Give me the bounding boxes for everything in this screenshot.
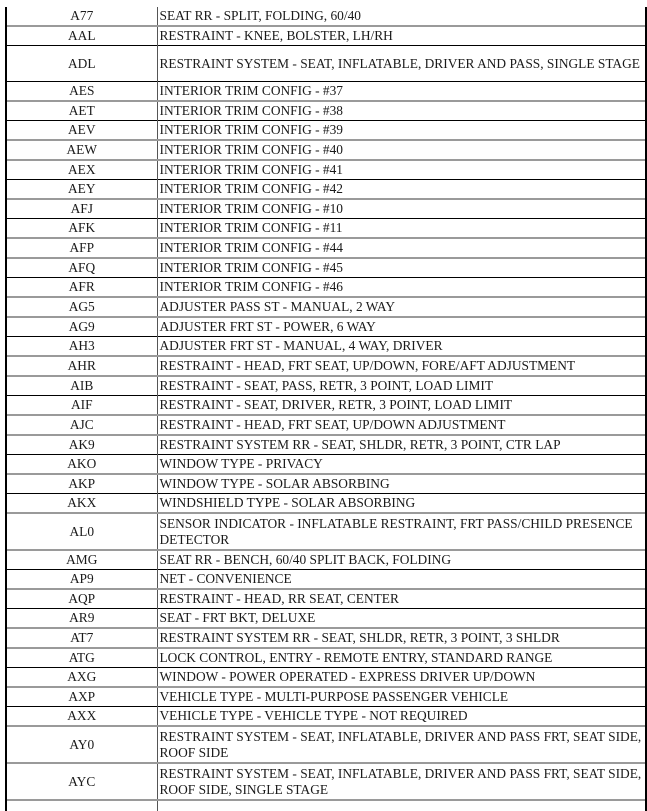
rpo-code-cell: AT7: [7, 628, 157, 648]
rpo-code-cell: AQP: [7, 589, 157, 609]
table-row: [7, 26, 645, 46]
rpo-code-cell: AG5: [7, 297, 157, 317]
description-cell: SEAT RR - BENCH, 60/40 SPLIT BACK, FOLDING: [159, 552, 452, 568]
rpo-code-cell: A77: [7, 7, 157, 26]
description-cell: ADJUSTER FRT ST - POWER, 6 WAY: [159, 319, 376, 335]
table-row: [7, 589, 645, 609]
description-cell: WINDSHIELD TYPE - SOLAR ABSORBING: [159, 495, 416, 511]
rpo-code-cell: AES: [7, 82, 157, 102]
description-cell: ADJUSTER FRT ST - MANUAL, 4 WAY, DRIVER: [159, 338, 443, 354]
description-cell: RESTRAINT SYSTEM RR - SEAT, SHLDR, RETR, 3 POINT, 3 SHLDR: [159, 630, 560, 646]
description-cell: WINDOW TYPE - PRIVACY: [159, 456, 323, 472]
rpo-code-cell: AKX: [7, 494, 157, 514]
rpo-code-cell: AXX: [7, 707, 157, 727]
rpo-code-cell: ADL: [7, 46, 157, 82]
table-row: [7, 337, 645, 357]
description-cell: INTERIOR TRIM CONFIG - #45: [159, 260, 343, 276]
table-row: [7, 101, 645, 121]
table-row: [7, 648, 645, 668]
description-cell: INTERIOR TRIM CONFIG - #39: [159, 122, 343, 138]
table-row: [7, 258, 645, 278]
description-cell: RESTRAINT SYSTEM - SEAT, INFLATABLE, DRIVER AND PASS FRT, SEAT SIDE, ROOF SIDE: [159, 728, 642, 760]
rpo-code-cell: [7, 800, 157, 811]
table-row: [7, 628, 645, 648]
table-row: [7, 160, 645, 180]
description-cell: VEHICLE TYPE - VEHICLE TYPE - NOT REQUIRED: [159, 708, 468, 724]
rpo-code-cell: AP9: [7, 570, 157, 590]
description-cell: INTERIOR TRIM CONFIG - #41: [159, 162, 343, 178]
table-row: [7, 494, 645, 514]
description-cell: INTERIOR TRIM CONFIG - #38: [159, 103, 343, 119]
description-cell: RESTRAINT - HEAD, FRT SEAT, UP/DOWN ADJUSTMENT: [159, 417, 506, 433]
table-row: [7, 7, 645, 26]
description-cell: NET - CONVENIENCE: [159, 571, 292, 587]
table-row: [7, 376, 645, 396]
description-cell: RESTRAINT SYSTEM RR - SEAT, SHLDR, RETR, 3 POINT, CTR LAP: [159, 437, 561, 453]
rpo-code-cell: AYC: [7, 763, 157, 800]
table-row: [7, 763, 645, 800]
table-row: [7, 707, 645, 727]
rpo-code-cell: AEX: [7, 160, 157, 180]
table-row: [7, 550, 645, 570]
table-row: [7, 474, 645, 494]
rpo-code-cell: ATG: [7, 648, 157, 668]
description-cell: VEHICLE TYPE - MULTI-PURPOSE PASSENGER VEHICLE: [159, 689, 509, 705]
rpo-code-cell: AKP: [7, 474, 157, 494]
rpo-code-cell: AFK: [7, 219, 157, 239]
description-cell: INTERIOR TRIM CONFIG - #44: [159, 240, 343, 256]
description-cell: INTERIOR TRIM CONFIG - #11: [159, 220, 343, 236]
description-cell: INTERIOR TRIM CONFIG - #42: [159, 181, 343, 197]
description-cell: RESTRAINT SYSTEM - SEAT, INFLATABLE, DRIVER AND PASS, SINGLE STAGE: [159, 55, 640, 71]
description-cell: RESTRAINT - HEAD, FRT SEAT, UP/DOWN, FORE/AFT ADJUSTMENT: [159, 358, 576, 374]
rpo-code-cell: AHR: [7, 356, 157, 376]
table-row: [7, 199, 645, 219]
rpo-code-cell: AL0: [7, 513, 157, 550]
table-row: [7, 455, 645, 475]
table-body: [7, 7, 645, 811]
table-row: [7, 687, 645, 707]
rpo-code-cell: AEV: [7, 121, 157, 141]
table-row: [7, 219, 645, 239]
description-cell: RESTRAINT - HEAD, RR SEAT, CENTER: [159, 591, 399, 607]
description-cell: INTERIOR TRIM CONFIG - #46: [159, 279, 343, 295]
rpo-code-cell: AET: [7, 101, 157, 121]
rpo-code-cell: AIF: [7, 396, 157, 416]
table-row: [7, 415, 645, 435]
table-row-empty: [7, 800, 645, 811]
rpo-code-cell: AMG: [7, 550, 157, 570]
description-cell: WINDOW TYPE - SOLAR ABSORBING: [159, 476, 390, 492]
table-row: [7, 513, 645, 550]
rpo-code-table: [7, 7, 645, 811]
description-cell: SEAT - FRT BKT, DELUXE: [159, 610, 316, 626]
table-row: [7, 278, 645, 298]
description-cell: INTERIOR TRIM CONFIG - #37: [159, 83, 343, 99]
description-cell: SENSOR INDICATOR - INFLATABLE RESTRAINT, FRT PASS/CHILD PRESENCE DETECTOR: [159, 515, 633, 547]
rpo-code-cell: AFP: [7, 238, 157, 258]
rpo-code-cell: AEY: [7, 180, 157, 200]
table-row: [7, 570, 645, 590]
table-row: [7, 82, 645, 102]
table-row: [7, 435, 645, 455]
table-row: [7, 180, 645, 200]
description-cell: RESTRAINT - SEAT, DRIVER, RETR, 3 POINT, LOAD LIMIT: [159, 397, 513, 413]
rpo-code-cell: AIB: [7, 376, 157, 396]
description-cell: ADJUSTER PASS ST - MANUAL, 2 WAY: [159, 299, 396, 315]
rpo-code-cell: AFQ: [7, 258, 157, 278]
rpo-code-cell: AFR: [7, 278, 157, 298]
rpo-code-cell: AXG: [7, 668, 157, 688]
description-cell: RESTRAINT SYSTEM - SEAT, INFLATABLE, DRIVER AND PASS FRT, SEAT SIDE, ROOF SIDE, SINGLE STAGE: [159, 765, 642, 797]
rpo-code-cell: AJC: [7, 415, 157, 435]
description-cell: RESTRAINT - KNEE, BOLSTER, LH/RH: [159, 28, 393, 44]
table-row: [7, 121, 645, 141]
rpo-code-cell: AY0: [7, 726, 157, 763]
description-cell: RESTRAINT - SEAT, PASS, RETR, 3 POINT, LOAD LIMIT: [159, 378, 494, 394]
rpo-code-cell: AG9: [7, 317, 157, 337]
rpo-code-cell: AXP: [7, 687, 157, 707]
table-row: [7, 238, 645, 258]
description-cell: LOCK CONTROL, ENTRY - REMOTE ENTRY, STANDARD RANGE: [159, 650, 553, 666]
rpo-code-cell: AKO: [7, 455, 157, 475]
rpo-code-table-container: [5, 7, 647, 811]
table-row: [7, 46, 645, 82]
rpo-code-cell: AK9: [7, 435, 157, 455]
rpo-code-cell: AAL: [7, 26, 157, 46]
rpo-code-cell: AFJ: [7, 199, 157, 219]
description-cell: [157, 800, 645, 811]
table-row: [7, 140, 645, 160]
rpo-code-cell: AR9: [7, 609, 157, 629]
table-row: [7, 609, 645, 629]
table-row: [7, 297, 645, 317]
description-cell: WINDOW - POWER OPERATED - EXPRESS DRIVER UP/DOWN: [159, 669, 536, 685]
description-cell: INTERIOR TRIM CONFIG - #10: [159, 201, 343, 217]
table-row: [7, 317, 645, 337]
rpo-code-cell: AEW: [7, 140, 157, 160]
description-cell: SEAT RR - SPLIT, FOLDING, 60/40: [159, 8, 361, 24]
rpo-code-cell: AH3: [7, 337, 157, 357]
table-row: [7, 726, 645, 763]
description-cell: INTERIOR TRIM CONFIG - #40: [159, 142, 343, 158]
table-row: [7, 668, 645, 688]
table-row: [7, 356, 645, 376]
table-row: [7, 396, 645, 416]
